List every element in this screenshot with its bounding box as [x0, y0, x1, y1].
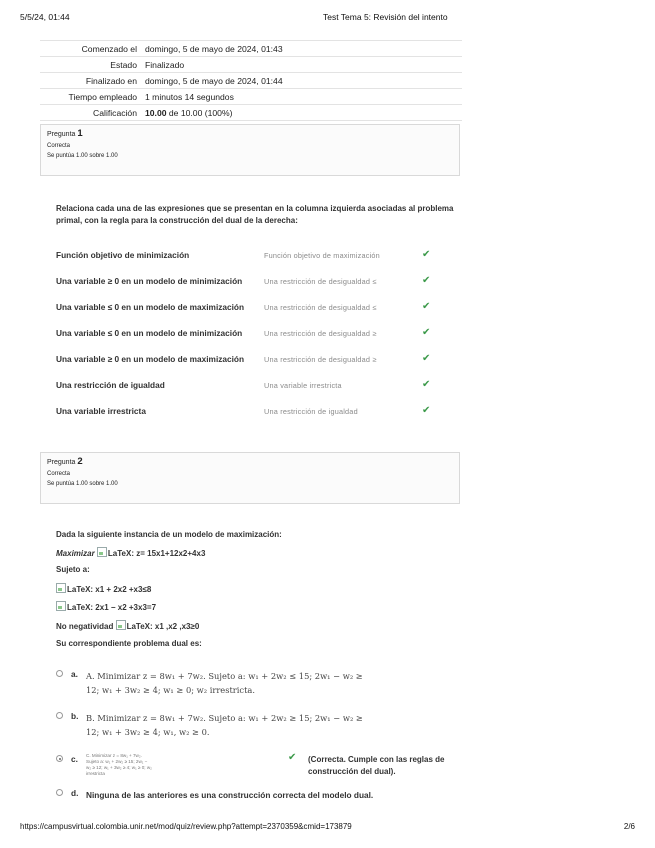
objective-latex: LaTeX: z= 15x1+12x2+4x3: [107, 549, 206, 558]
summary-value: domingo, 5 de mayo de 2024, 01:43: [141, 41, 462, 57]
grade-value: [141, 105, 462, 121]
check-icon: ✔: [422, 327, 431, 338]
option-letter: d.: [71, 788, 79, 798]
radio-button[interactable]: [56, 712, 63, 719]
option-text: Ninguna de las anteriores es una construcción correcta del modelo dual.: [86, 790, 374, 800]
nonnegativity-line: [56, 620, 199, 631]
option-line: 12; w₁ + 3w₂ ≥ 4; w₁, w₂ ≥ 0.: [86, 727, 210, 737]
question-number: [47, 456, 453, 467]
summary-key: Estado: [40, 57, 141, 73]
option-text-small: C. Minimizar z = 8w₁ + 7w₂. Sujeto a: w₁ + 2w₂ ≥ 15; 2w₁ − w₂ ≥ 12; w₁ + 3w₂ ≥ 4; w₁ ≥ 0; w₂ irrestricta: [86, 753, 152, 776]
check-icon: ✔: [422, 275, 431, 286]
match-label: Una variable ≤ 0 en un modelo de maximización: [56, 302, 245, 312]
question-2-prompt: Su correspondiente problema dual es:: [56, 639, 202, 648]
print-footer: [20, 822, 635, 834]
match-row: [56, 276, 446, 290]
summary-key: Tiempo empleado: [40, 89, 141, 105]
question-2-info: [40, 452, 460, 504]
option-letter: b.: [71, 711, 79, 721]
constraint-1-latex: LaTeX: x1 + 2x2 +x3≤8: [67, 585, 152, 594]
answer-option-a[interactable]: [56, 669, 456, 699]
answer-option-c[interactable]: [56, 754, 456, 780]
match-answer-select[interactable]: Una restricción de igualdad: [264, 407, 358, 416]
answer-option-b[interactable]: [56, 711, 456, 741]
option-letter: c.: [71, 754, 78, 764]
summary-row: [40, 105, 462, 121]
summary-key: Calificación: [40, 105, 141, 121]
check-icon: ✔: [422, 379, 431, 390]
option-letter: a.: [71, 669, 78, 679]
check-icon: ✔: [422, 301, 431, 312]
match-answer-select[interactable]: Una restricción de desigualdad ≤: [264, 277, 377, 286]
check-icon: ✔: [288, 752, 297, 763]
summary-row: [40, 73, 462, 89]
match-row: [56, 406, 446, 420]
question-2-intro: Dada la siguiente instancia de un modelo de maximización:: [56, 530, 282, 539]
match-label: Una variable ≥ 0 en un modelo de minimización: [56, 276, 243, 286]
broken-image-icon: [116, 620, 126, 630]
footer-url: https://campusvirtual.colombia.unir.net/mod/quiz/review.php?attempt=2370359&cmid=173879: [20, 822, 352, 831]
constraint-2: [56, 601, 156, 612]
question-1-info: [40, 124, 460, 176]
match-answer-select[interactable]: Una restricción de desigualdad ≥: [264, 355, 377, 364]
subject-to-label: Sujeto a:: [56, 565, 90, 574]
radio-button-selected[interactable]: [56, 755, 63, 762]
summary-key: Finalizado en: [40, 73, 141, 89]
match-row: [56, 250, 446, 264]
question-state: Correcta: [47, 143, 71, 149]
question-label: Pregunta: [47, 131, 78, 138]
match-row: [56, 354, 446, 368]
constraint-2-latex: LaTeX: 2x1 − x2 +3x3=7: [67, 603, 157, 612]
question-grade: Se puntúa 1.00 sobre 1.00: [47, 153, 118, 159]
summary-value: domingo, 5 de mayo de 2024, 01:44: [141, 73, 462, 89]
broken-image-icon: [56, 601, 66, 611]
check-icon: ✔: [422, 405, 431, 416]
match-answer-select[interactable]: Una restricción de desigualdad ≤: [264, 303, 377, 312]
question-grade: Se puntúa 1.00 sobre 1.00: [47, 481, 118, 487]
option-line: B. Minimizar z = 8w₁ + 7w₂. Sujeto a: w₁ + 2w₂ ≥ 15; 2w₁ − w₂ ≥: [86, 713, 363, 723]
page-number: 2/6: [623, 822, 635, 831]
attempt-summary-table: [40, 40, 462, 121]
match-label: Una restricción de igualdad: [56, 380, 165, 390]
maximize-label: Maximizar: [56, 549, 95, 558]
option-text: [86, 711, 446, 739]
grade-score: 10.00: [145, 107, 167, 118]
broken-image-icon: [97, 547, 107, 557]
option-line: A. Minimizar z = 8w₁ + 7w₂. Sujeto a: w₁ + 2w₂ ≤ 15; 2w₁ − w₂ ≥: [86, 671, 363, 681]
option-text: [86, 669, 446, 697]
summary-row: [40, 57, 462, 73]
match-row: [56, 302, 446, 316]
match-label: Una variable irrestricta: [56, 406, 146, 416]
check-icon: ✔: [422, 249, 431, 260]
question-label: Pregunta: [47, 459, 78, 466]
match-label: Una variable ≥ 0 en un modelo de maximización: [56, 354, 245, 364]
option-feedback: (Correcta. Cumple con las reglas de construcción del dual).: [308, 755, 445, 776]
option-line: 12; w₁ + 3w₂ ≥ 4; w₁ ≥ 0; w₂ irrestricta.: [86, 685, 255, 695]
match-row: [56, 328, 446, 342]
match-answer-select[interactable]: Función objetivo de maximización: [264, 251, 380, 260]
grade-total: de 10.00 (100%): [166, 107, 233, 118]
print-title: Test Tema 5: Revisión del intento: [323, 12, 448, 22]
check-icon: ✔: [422, 353, 431, 364]
radio-button[interactable]: [56, 789, 63, 796]
match-label: Una variable ≤ 0 en un modelo de minimización: [56, 328, 243, 338]
summary-value: Finalizado: [141, 57, 462, 73]
print-datetime: 5/5/24, 01:44: [20, 12, 70, 22]
constraint-1: [56, 583, 151, 594]
nonneg-label: No negatividad: [56, 622, 114, 631]
summary-key: Comenzado el: [40, 41, 141, 57]
broken-image-icon: [56, 583, 66, 593]
answer-option-d[interactable]: [56, 788, 456, 802]
question-number-value: 1: [77, 128, 83, 139]
question-state: Correcta: [47, 471, 71, 477]
print-header: [20, 12, 635, 26]
match-answer-select[interactable]: Una restricción de desigualdad ≥: [264, 329, 377, 338]
objective-line: [56, 547, 205, 558]
summary-row: [40, 89, 462, 105]
radio-button[interactable]: [56, 670, 63, 677]
question-number-value: 2: [77, 456, 83, 467]
summary-row: [40, 41, 462, 57]
match-row: [56, 380, 446, 394]
nonneg-latex: LaTeX: x1 ,x2 ,x3≥0: [126, 622, 200, 631]
match-label: Función objetivo de minimización: [56, 250, 190, 260]
match-answer-select[interactable]: Una variable irrestricta: [264, 381, 342, 390]
question-number: [47, 128, 453, 139]
summary-value: 1 minutos 14 segundos: [141, 89, 462, 105]
question-1-text: Relaciona cada una de las expresiones que se presentan en la columna izquierda asociadas al problema primal, con la regla para la construcción del dual de la derecha:: [56, 204, 454, 225]
